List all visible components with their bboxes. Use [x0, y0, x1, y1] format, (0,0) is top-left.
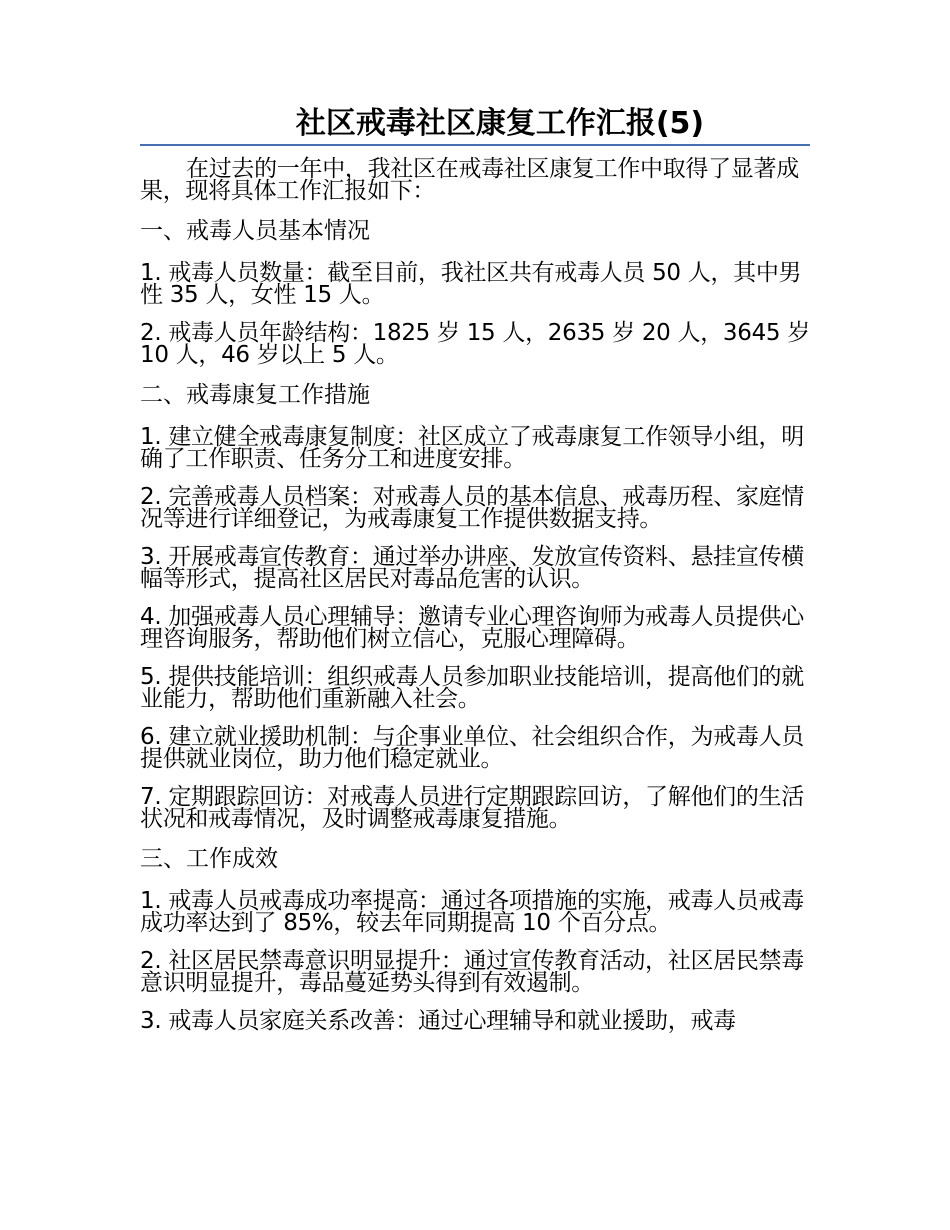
- section-2-item-6: 6. 建立就业援助机制：与企事业单位、社会组织合作，为戒毒人员提供就业岗位，助力他们稳定就业。: [140, 724, 804, 772]
- section-3-item-1: 1. 戒毒人员戒毒成功率提高：通过各项措施的实施，戒毒人员戒毒成功率达到了 85%，较去年同期提高 10 个百分点。: [140, 888, 804, 936]
- section-heading-3: 三、工作成效: [140, 846, 278, 872]
- section-heading-1: 一、戒毒人员基本情况: [140, 218, 370, 244]
- section-2-item-7: 7. 定期跟踪回访：对戒毒人员进行定期跟踪回访，了解他们的生活状况和戒毒情况，及时调整戒毒康复措施。: [140, 784, 804, 832]
- document-title: 社区戒毒社区康复工作汇报(5): [295, 106, 705, 141]
- section-1-item-2: 2. 戒毒人员年龄结构：1825 岁 15 人，2635 岁 20 人，3645 岁 10 人，46 岁以上 5 人。: [140, 320, 810, 368]
- intro-paragraph: 在过去的一年中，我社区在戒毒社区康复工作中取得了显著成果，现将具体工作汇报如下：: [140, 156, 799, 204]
- section-2-item-4: 4. 加强戒毒人员心理辅导：邀请专业心理咨询师为戒毒人员提供心理咨询服务，帮助他们树立信心，克服心理障碍。: [140, 604, 804, 652]
- section-2-item-1: 1. 建立健全戒毒康复制度：社区成立了戒毒康复工作领导小组，明确了工作职责、任务分工和进度安排。: [140, 424, 804, 472]
- section-2-item-3: 3. 开展戒毒宣传教育：通过举办讲座、发放宣传资料、悬挂宣传横幅等形式，提高社区居民对毒品危害的认识。: [140, 544, 804, 592]
- section-2-item-2: 2. 完善戒毒人员档案：对戒毒人员的基本信息、戒毒历程、家庭情况等进行详细登记，为戒毒康复工作提供数据支持。: [140, 484, 804, 532]
- section-heading-2: 二、戒毒康复工作措施: [140, 382, 370, 408]
- section-1-item-1: 1. 戒毒人员数量：截至目前，我社区共有戒毒人员 50 人，其中男性 35 人，女性 15 人。: [140, 260, 802, 308]
- section-3-item-2: 2. 社区居民禁毒意识明显提升：通过宣传教育活动，社区居民禁毒意识明显提升，毒品蔓延势头得到有效遏制。: [140, 948, 804, 996]
- section-3-item-3: 3. 戒毒人员家庭关系改善：通过心理辅导和就业援助，戒毒: [140, 1008, 736, 1034]
- title-block: [140, 104, 810, 146]
- section-2-item-5: 5. 提供技能培训：组织戒毒人员参加职业技能培训，提高他们的就业能力，帮助他们重新融入社会。: [140, 664, 804, 712]
- document-body: [140, 158, 810, 1048]
